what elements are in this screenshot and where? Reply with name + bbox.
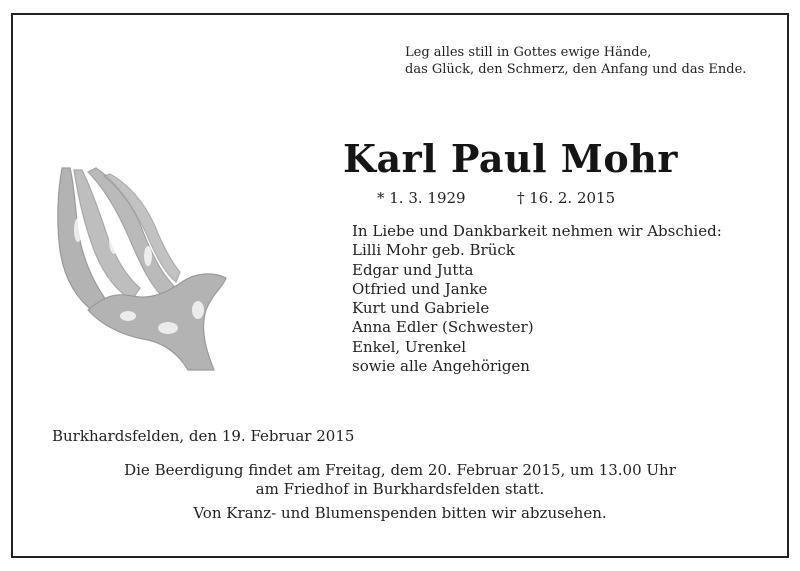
verse <box>405 44 746 78</box>
verse-line-1: Leg alles still in Gottes ewige Hände, <box>405 45 652 60</box>
death-date: † 16. 2. 2015 <box>517 189 616 207</box>
place-date: Burkhardsfelden, den 19. Februar 2015 <box>52 427 355 445</box>
funeral-line-3: Von Kranz- und Blumenspenden bitten wir abzusehen. <box>193 504 607 522</box>
verse-line-2: das Glück, den Schmerz, den Anfang und das Ende. <box>405 62 747 77</box>
mourners-intro: In Liebe und Dankbarkeit nehmen wir Abschied: <box>352 222 722 240</box>
mourner-name: Enkel, Urenkel <box>352 337 467 356</box>
mourners-list <box>352 222 722 376</box>
praying-hands-icon <box>48 160 228 372</box>
mourner-name: Anna Edler (Schwester) <box>352 318 534 337</box>
mourner-name: Edgar und Jutta <box>352 260 474 279</box>
birth-date: * 1. 3. 1929 <box>377 189 466 207</box>
mourner-name: Otfried und Janke <box>352 279 488 298</box>
funeral-line-2: am Friedhof in Burkhardsfelden statt. <box>255 480 545 498</box>
mourner-name: Kurt und Gabriele <box>352 299 490 318</box>
funeral-info <box>0 461 800 523</box>
mourner-name: sowie alle Angehörigen <box>352 357 530 376</box>
funeral-line-1: Die Beerdigung findet am Freitag, dem 20. Februar 2015, um 13.00 Uhr <box>124 461 676 479</box>
deceased-name: Karl Paul Mohr <box>343 136 678 181</box>
mourner-name: Lilli Mohr geb. Brück <box>352 241 515 260</box>
